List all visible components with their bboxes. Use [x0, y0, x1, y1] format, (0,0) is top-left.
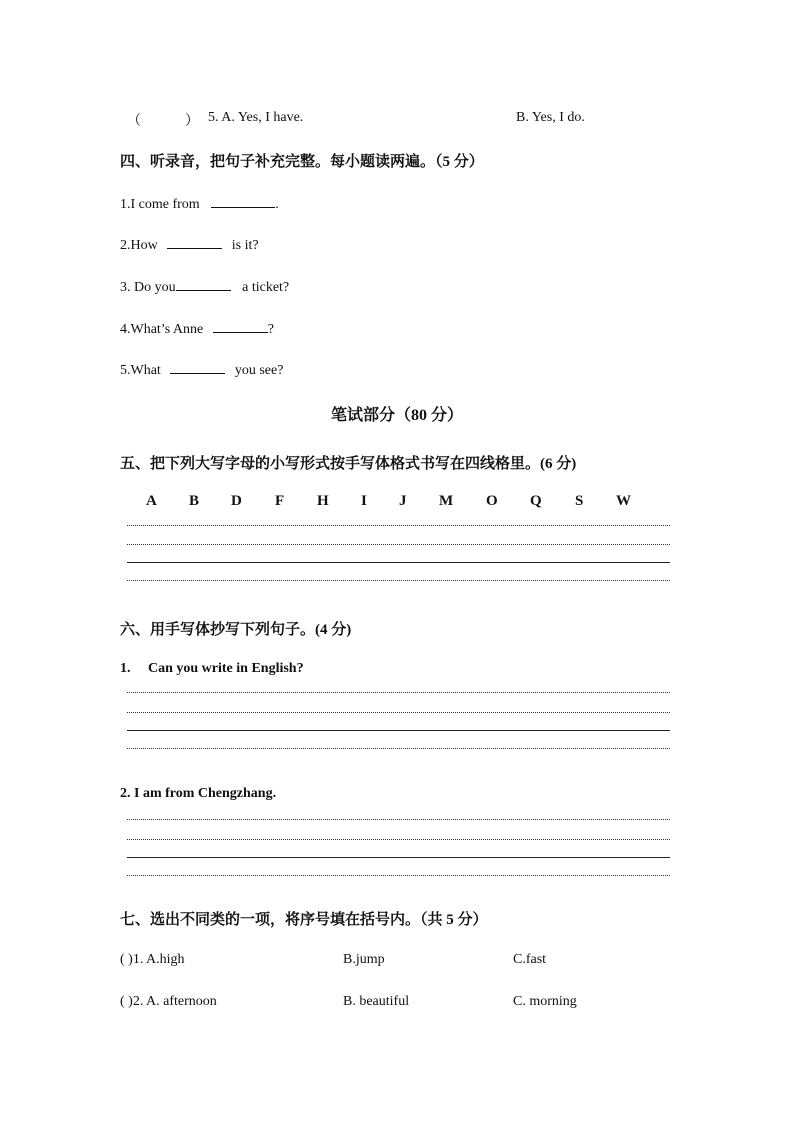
- s4-item-1: [120, 193, 279, 213]
- q5-option-a: 5. A. Yes, I have.: [208, 110, 304, 125]
- section7-heading: 七、选出不同类的一项，将序号填在括号内。（共 5 分）: [120, 912, 488, 928]
- section4-heading: 四、听录音，把句子补充完整。每小题读两遍。（5 分）: [120, 154, 484, 170]
- letter-O: O: [486, 493, 498, 509]
- grid1-line2: [127, 544, 670, 545]
- s4-item-1-end: .: [275, 197, 279, 212]
- s4-item-3-blank[interactable]: [176, 276, 231, 291]
- s4-item-1-text: 1.I come from: [120, 197, 200, 212]
- letter-F: F: [275, 493, 285, 509]
- letter-H: H: [317, 493, 329, 509]
- letter-B: B: [189, 493, 200, 509]
- grid3-line3: [127, 857, 670, 858]
- s4-item-3-text: 3. Do you: [120, 280, 176, 295]
- s7-row-2-option-b: B. beautiful: [343, 994, 410, 1009]
- s7-row-1-option-c: C.fast: [513, 952, 547, 967]
- s4-item-5: [120, 359, 283, 379]
- q5-close-paren: ）: [185, 114, 199, 129]
- s7-row-1-question: ( )1. A.high: [120, 952, 185, 967]
- letter-W: W: [616, 493, 631, 509]
- section6-heading: 六、用手写体抄写下列句子。(4 分): [120, 622, 352, 638]
- grid2-line3: [127, 730, 670, 731]
- s4-item-4-blank[interactable]: [213, 318, 268, 333]
- s7-row-2-option-c: C. morning: [513, 994, 577, 1009]
- s4-item-3: [120, 276, 289, 296]
- s4-item-4: [120, 318, 274, 338]
- letter-A: A: [146, 493, 157, 509]
- letter-S: S: [575, 493, 584, 509]
- letter-M: M: [439, 493, 454, 509]
- s4-item-2-text: 2.How: [120, 238, 158, 253]
- written-part-title: 笔试部分（80 分）: [330, 407, 463, 424]
- s4-item-5-end: you see?: [234, 363, 284, 378]
- s7-row-1-option-b: B.jump: [343, 952, 385, 967]
- grid2-line2: [127, 712, 670, 713]
- s4-item-5-blank[interactable]: [170, 359, 225, 374]
- letter-I: I: [361, 493, 367, 509]
- s4-item-2-end: is it?: [231, 238, 259, 253]
- q5-option-b: B. Yes, I do.: [516, 110, 585, 125]
- grid3-line1: [127, 819, 670, 820]
- s6-sentence-1: Can you write in English?: [148, 661, 304, 676]
- letter-D: D: [231, 493, 242, 509]
- letter-Q: Q: [530, 493, 542, 509]
- s4-item-1-blank[interactable]: [211, 193, 275, 208]
- section5-heading: 五、把下列大写字母的小写形式按手写体格式书写在四线格里。(6 分): [120, 456, 577, 472]
- grid2-line1: [127, 692, 670, 693]
- q5-open-paren: （: [127, 114, 141, 129]
- grid1-line3: [127, 562, 670, 563]
- grid1-line4: [127, 580, 670, 581]
- grid1-line1: [127, 525, 670, 526]
- s4-item-2: [120, 234, 259, 254]
- s6-sentence-2: 2. I am from Chengzhang.: [120, 786, 277, 801]
- grid3-line2: [127, 839, 670, 840]
- grid2-line4: [127, 748, 670, 749]
- letter-J: J: [399, 493, 407, 509]
- grid3-line4: [127, 875, 670, 876]
- s4-item-2-blank[interactable]: [167, 234, 222, 249]
- s6-sentence-1-num: 1.: [120, 661, 131, 676]
- s4-item-3-end: a ticket?: [242, 280, 290, 295]
- s4-item-5-text: 5.What: [120, 363, 161, 378]
- s7-row-2-question: ( )2. A. afternoon: [120, 994, 217, 1009]
- s4-item-4-text: 4.What’s Anne: [120, 322, 204, 337]
- s4-item-4-end: ?: [267, 322, 274, 337]
